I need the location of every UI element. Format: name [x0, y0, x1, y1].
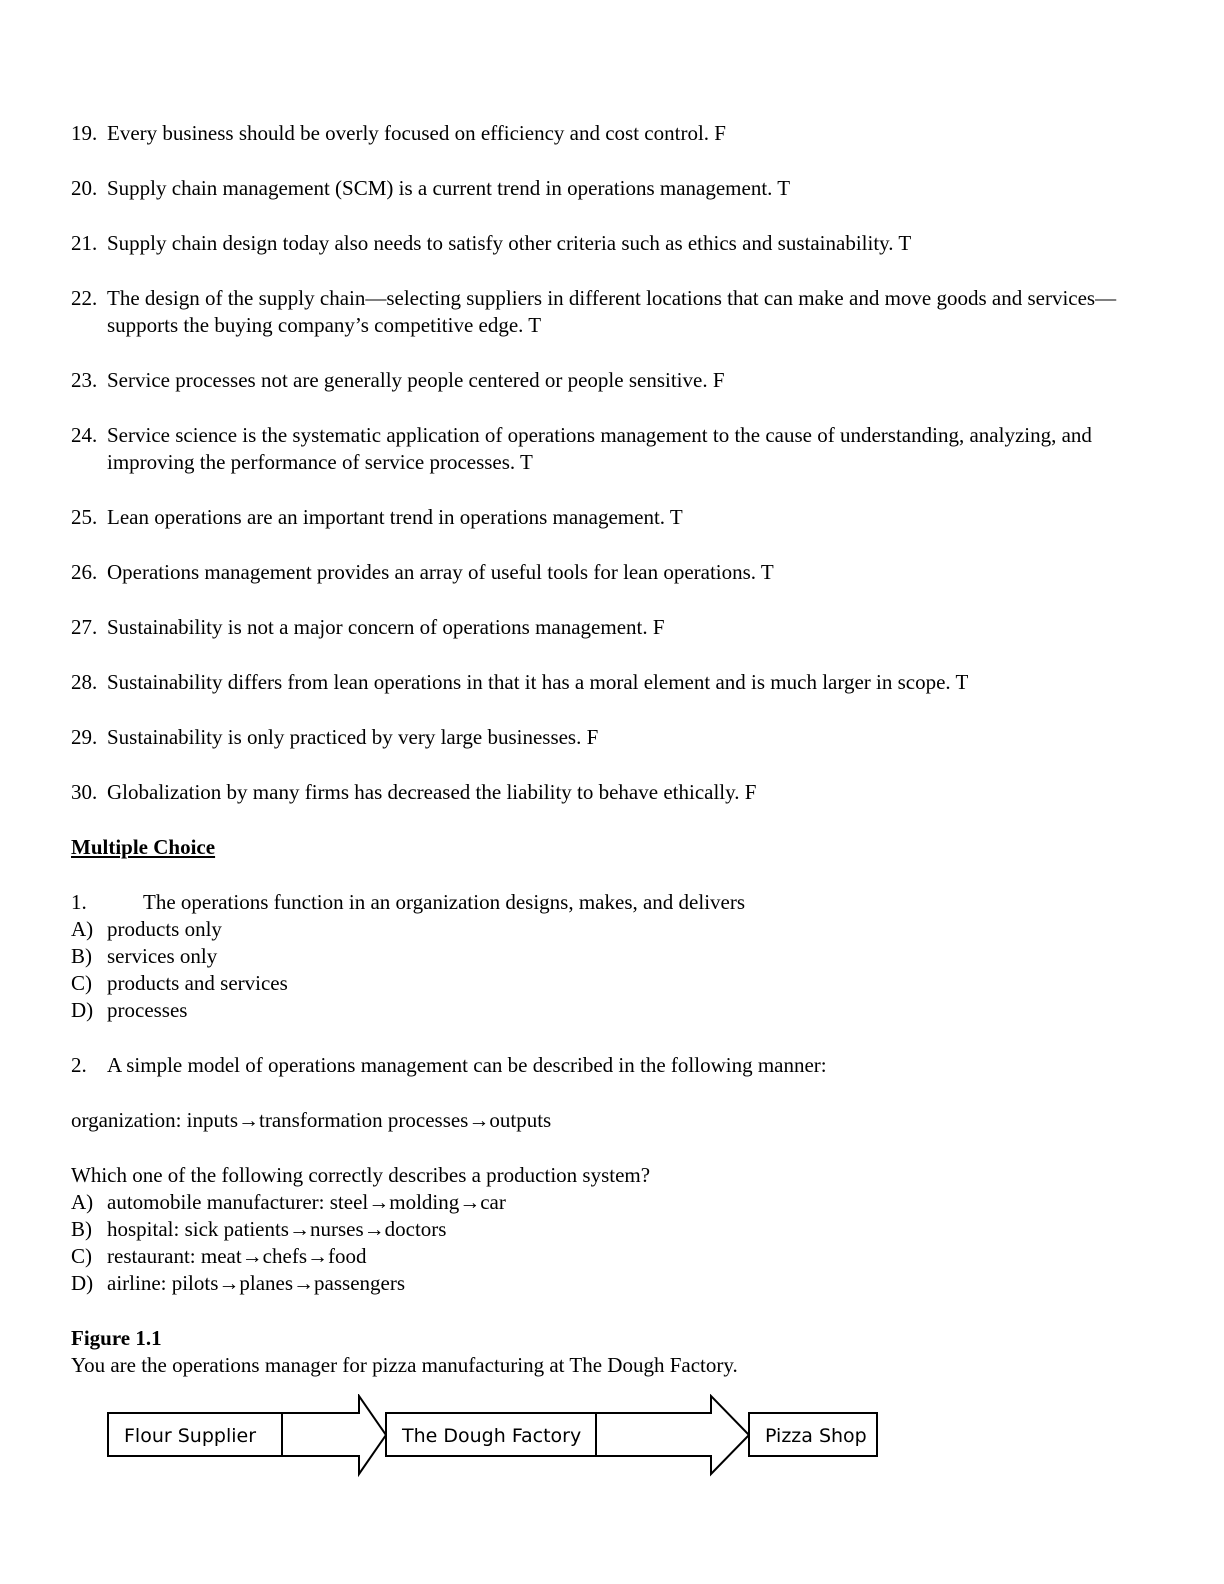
model-line: organization: inputs→transformation processes→outputs — [71, 1108, 552, 1132]
option-letter: B) — [71, 944, 92, 968]
pizza-shop-label: Pizza Shop — [765, 1425, 867, 1447]
arrow-right-icon — [282, 1396, 386, 1474]
question-text: Service processes not are generally people centered or people sensitive. F — [107, 368, 725, 392]
tf-question — [71, 779, 1161, 806]
figure-title: Figure 1.1 — [71, 1326, 162, 1350]
question-text: Supply chain management (SCM) is a current trend in operations management. T — [107, 176, 791, 200]
question-number: 21. — [71, 231, 98, 255]
option-letter: D) — [71, 998, 94, 1022]
multiple-choice-heading: Multiple Choice — [71, 835, 216, 859]
flour-supplier-label: Flour Supplier — [124, 1425, 257, 1447]
question-text: Sustainability is only practiced by very large businesses. F — [107, 725, 599, 749]
question-text: Every business should be overly focused on efficiency and cost control. F — [107, 121, 726, 145]
tf-question — [71, 175, 1161, 202]
tf-question — [71, 504, 1161, 531]
question-text: Sustainability is not a major concern of operations management. F — [107, 615, 665, 639]
question-2 — [71, 1052, 1161, 1297]
option-b — [71, 1216, 1161, 1243]
question-text: A simple model of operations management can be described in the following manner: — [107, 1053, 827, 1077]
question-number: 24. — [71, 423, 98, 447]
figure-caption: You are the operations manager for pizza manufacturing at The Dough Factory. — [71, 1353, 738, 1377]
tf-question — [71, 669, 1161, 696]
question-text: The design of the supply chain—selecting suppliers in different locations that can make and move goods and services—supports the buying company’s competitive edge. T — [107, 286, 1117, 337]
option-c — [71, 970, 1161, 997]
question-number: 29. — [71, 725, 98, 749]
option-letter: C) — [71, 971, 92, 995]
option-text: products only — [107, 917, 222, 941]
question-number: 1. — [71, 890, 87, 914]
option-b — [71, 943, 1161, 970]
option-text: automobile manufacturer: steel→molding→car — [107, 1190, 506, 1214]
tf-question — [71, 724, 1161, 751]
tf-question — [71, 422, 1161, 476]
option-c — [71, 1243, 1161, 1270]
arrow-right-icon — [596, 1396, 749, 1474]
question-text: Supply chain design today also needs to satisfy other criteria such as ethics and sustainability. T — [107, 231, 912, 255]
question-number: 23. — [71, 368, 98, 392]
option-letter: B) — [71, 1217, 92, 1241]
question-number: 20. — [71, 176, 98, 200]
question-prompt: Which one of the following correctly describes a production system? — [71, 1163, 651, 1187]
supply-chain-diagram — [104, 1394, 894, 1484]
option-text: hospital: sick patients→nurses→doctors — [107, 1217, 447, 1241]
question-number: 22. — [71, 286, 98, 310]
question-text: The operations function in an organization designs, makes, and delivers — [143, 890, 746, 914]
question-text: Service science is the systematic application of operations management to the cause of understanding, analyzing, and improving the performance of service processes. T — [107, 423, 1092, 474]
question-text: Operations management provides an array of useful tools for lean operations. T — [107, 560, 774, 584]
option-d — [71, 1270, 1161, 1297]
tf-question — [71, 614, 1161, 641]
option-d — [71, 997, 1161, 1024]
option-letter: C) — [71, 1244, 92, 1268]
question-number: 30. — [71, 780, 98, 804]
tf-question — [71, 559, 1161, 586]
tf-question — [71, 120, 1161, 147]
true-false-list — [71, 120, 1161, 806]
option-text: services only — [107, 944, 218, 968]
tf-question — [71, 230, 1161, 257]
question-number: 28. — [71, 670, 98, 694]
option-text: airline: pilots→planes→passengers — [107, 1271, 406, 1295]
document-page — [71, 120, 1161, 1379]
question-number: 27. — [71, 615, 98, 639]
question-text: Globalization by many firms has decreased the liability to behave ethically. F — [107, 780, 757, 804]
tf-question — [71, 285, 1161, 339]
option-letter: D) — [71, 1271, 94, 1295]
option-text: restaurant: meat→chefs→food — [107, 1244, 367, 1268]
option-a — [71, 916, 1161, 943]
question-text: Sustainability differs from lean operations in that it has a moral element and is much larger in scope. T — [107, 670, 969, 694]
option-a — [71, 1189, 1161, 1216]
option-letter: A) — [71, 1190, 94, 1214]
question-number: 2. — [71, 1053, 87, 1077]
question-1 — [71, 889, 1161, 1024]
dough-factory-label: The Dough Factory — [402, 1425, 582, 1447]
question-number: 25. — [71, 505, 98, 529]
option-text: products and services — [107, 971, 288, 995]
option-text: processes — [107, 998, 188, 1022]
question-number: 26. — [71, 560, 98, 584]
question-text: Lean operations are an important trend in operations management. T — [107, 505, 683, 529]
question-number: 19. — [71, 121, 98, 145]
tf-question — [71, 367, 1161, 394]
option-letter: A) — [71, 917, 94, 941]
